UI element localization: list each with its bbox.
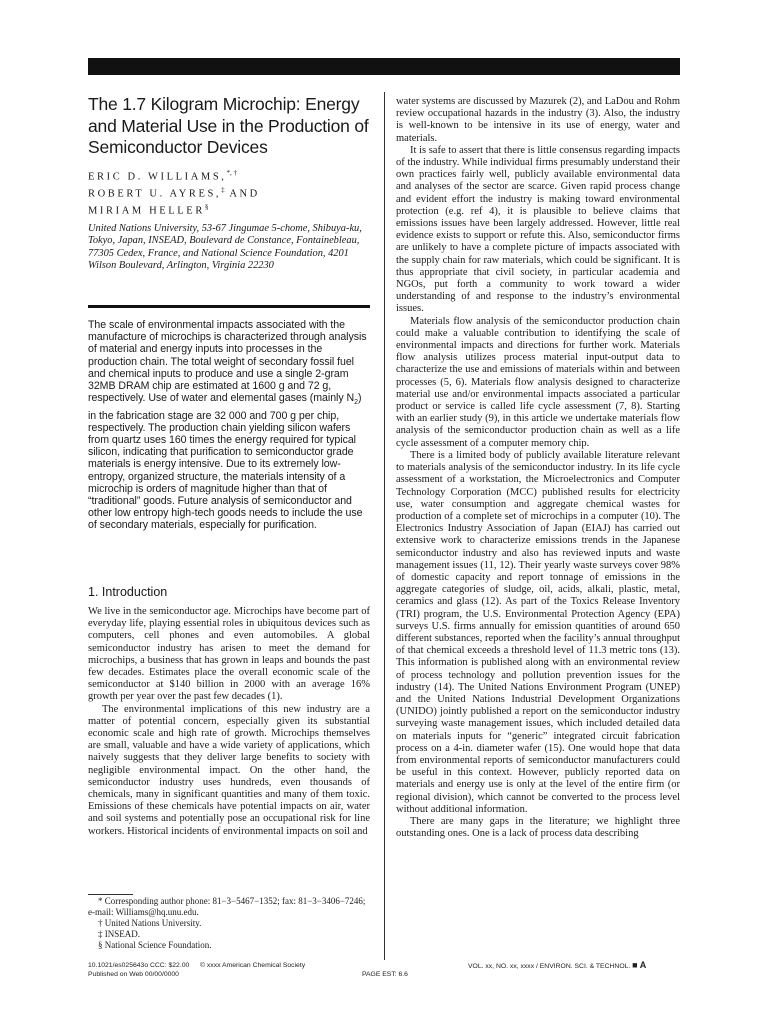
footer-journal: VOL. xx, NO. xx, xxxx / ENVIRON. SCI. & TECHNOL. ■ A (468, 960, 647, 970)
footer-doi: 10.1021/es025643o CCC: $22.00 Published on Web 00/00/0000 (88, 962, 190, 978)
footnote: ‡ INSEAD. (98, 929, 140, 939)
footnote: † United Nations University. (98, 918, 202, 928)
introduction-body (88, 606, 370, 838)
paragraph: Materials flow analysis of the semiconductor production chain could make a valuable contribution to identifying the scale of environmental impacts and directions for further work. Materials flow analysis utilizes process material input-output data to characterize the use and emissions of materials within and between processes (5, 6). Materials flow analysis designed to characterize material use and/or environmental impacts associated a particular product or service is called life cycle assessment (7, 8). Starting with an earlier study (9), in this article we undertake materials flow analysis of the semiconductor production chain as well as a life cycle assessment of a computer memory chip. (396, 315, 680, 449)
footnote: * Corresponding author phone: 81−3−5467−1352; fax: 81−3−3406−7246; e-mail: Williams@hq.unu.edu. (88, 896, 366, 917)
footnote: § National Science Foundation. (98, 940, 212, 950)
author-line-3: MIRIAM HELLER§ (88, 202, 209, 216)
paragraph: We live in the semiconductor age. Microchips have become part of everyday life, playing essential roles in ubiquitous devices such as computers, cell phones and even automobiles. A global semiconductor industry has arisen to meet the demand for microchips, a business that has grown in leaps and bounds the past few decades. Estimates place the overall economic scale of the semiconductor at $140 billion in 2000 with an average 16% growth per year over the past few decades (1). (88, 606, 370, 703)
footer-published: Published on Web 00/00/0000 (88, 971, 179, 978)
paragraph: water systems are discussed by Mazurek (2), and LaDou and Rohm review occupational hazards in the industry (3). Also, the industry is well-known to be intensive in its use of energy, water and materials. (396, 96, 680, 144)
paragraph: There is a limited body of publicly available literature relevant to materials analysis of the semiconductor industry. In its life cycle assessment of a workstation, the Microelectronics and Computer Technology Corporation (MCC) published results for electricity use, water consumption and aggregate chemical wastes for production of a complete set of microchips in a computer (10). The Electronics Industry Association of Japan (EIAJ) has carried out extensive work to characterize emissions trends in the Japanese semiconductor industry and also has reviewed inputs and waste management issues (11, 12). Their yearly waste surveys cover 98% of domestic capacity and report tonnage of emissions in the aggregate categories of sludge, oil, acids, alkali, plastic, metal, ceramics and glass (12). As part of the Toxics Release Inventory (TRI) program, the U.S. Environmental Protection Agency (EPA) surveys U.S. firms annually for emission quantities of around 650 different substances, reported when the facility’s annual throughput of that chemical exceeds a threshold level of 11.3 metric tons (13). This information is published along with an environmental review of process technology and pollution prevention issues for the industry (14). The United Nations Environment Program (UNEP) and the United Nations Industrial Development Organizations (UNIDO) jointly published a report on the semiconductor industry surveying waste management issues, which included detailed data on materials inputs for “generic” integrated circuit fabrication process on a 4-in. diameter wafer (15). One would hope that data from environmental reports of semiconductor manufacturers could be useful in this context. However, publicly reported data on materials and energy use is only at the level of the entire firm (or regional division), which cannot be converted to the process level without additional information. (396, 449, 680, 815)
paragraph: The environmental implications of this new industry are a matter of potential concern, especially given its substantial economic scale and high rate of growth. Microchips themselves are small, valuable and have a wide variety of applications, which naively suggests that they deliver large benefits to society with negligible environmental impact. On the other hand, the semiconductor industry uses hundreds, even thousands of chemicals, many in significant quantities and many of them toxic. Emissions of these chemicals have potential impacts on air, water and soil systems and potentially pose an occupational risk for line workers. Historical incidents of environmental impacts on soil and (88, 703, 370, 837)
footnote-divider (88, 894, 133, 895)
author-mark-2: ‡ (221, 185, 225, 194)
title-block (88, 94, 370, 273)
author-line-2: ROBERT U. AYRES,‡ AND (88, 185, 260, 199)
footer-copyright: © xxxx American Chemical Society (200, 962, 306, 969)
right-column-body (396, 96, 680, 840)
author-list (88, 167, 370, 218)
paragraph: It is safe to assert that there is little consensus regarding impacts of the industry. While individual firms presumably understand their own practices fairly well, publicly available environmental data and analyses of the sector are scarce. Given rapid process change and evident effort the industry is making toward environmental protection (e.g. ref 4), it is plausible to believe claims that emissions issues have been largely addressed. However, little real evidence exists to support or refute this. Also, semiconductor firms are unlikely to have a complete picture of impacts associated with the supply chain for raw materials, which could be significant. It is thus appropriate that civil society, in particular academia and NGOs, put forth a community to work toward a wider understanding of and response to the industry’s environmental issues. (396, 144, 680, 315)
footnotes (88, 896, 370, 951)
author-line-1: ERIC D. WILLIAMS,*, † (88, 168, 237, 182)
section-heading-introduction: 1. Introduction (88, 585, 168, 599)
journal-header-bar (88, 58, 680, 75)
author-mark-1: *, † (226, 168, 237, 177)
abstract-divider (88, 305, 370, 308)
abstract: The scale of environmental impacts associated with the manufacture of microchips is characterized through analysis of material and energy inputs into processes in the production chain. The total weight of secondary fossil fuel and chemical inputs to produce and use a single 2-gram 32MB DRAM chip are estimated at 1600 g and 72 g, respectively. Use of water and elemental gases (mainly $N_2$) in the fabrication stage are 32 000 and 700 g per chip, respectively. The production chain yielding silicon wafers from quartz uses 160 times the energy required for typical silicon, indicating that purification to semiconductor grade materials is energy intensive. Due to its extremely low-entropy, organized structure, the materials intensity of a microchip is orders of magnitude higher than that of “traditional” goods. Future analysis of semiconductor and other low entropy high-tech goods needs to include the use of secondary materials, especially for purification. (88, 319, 367, 532)
author-mark-3: § (204, 202, 209, 211)
page-letter: ■ A (632, 960, 647, 970)
column-divider (384, 92, 385, 960)
affiliation: United Nations University, 53-67 Jingumae 5-chome, Shibuya-ku, Tokyo, Japan, INSEAD, Boulevard de Constance, Fontainebleau, 77305 Cedex, France, and National Science Foundation, 4201 Wilson Boulevard, Arlington, Virginia 22230 (88, 222, 362, 272)
article-title: The 1.7 Kilogram Microchip: Energy and Material Use in the Production of Semiconductor Devices (88, 94, 369, 157)
paragraph: There are many gaps in the literature; we highlight three outstanding ones. One is a lack of process data describing (396, 815, 680, 840)
footer-page-est: PAGE EST: 6.6 (362, 971, 408, 978)
